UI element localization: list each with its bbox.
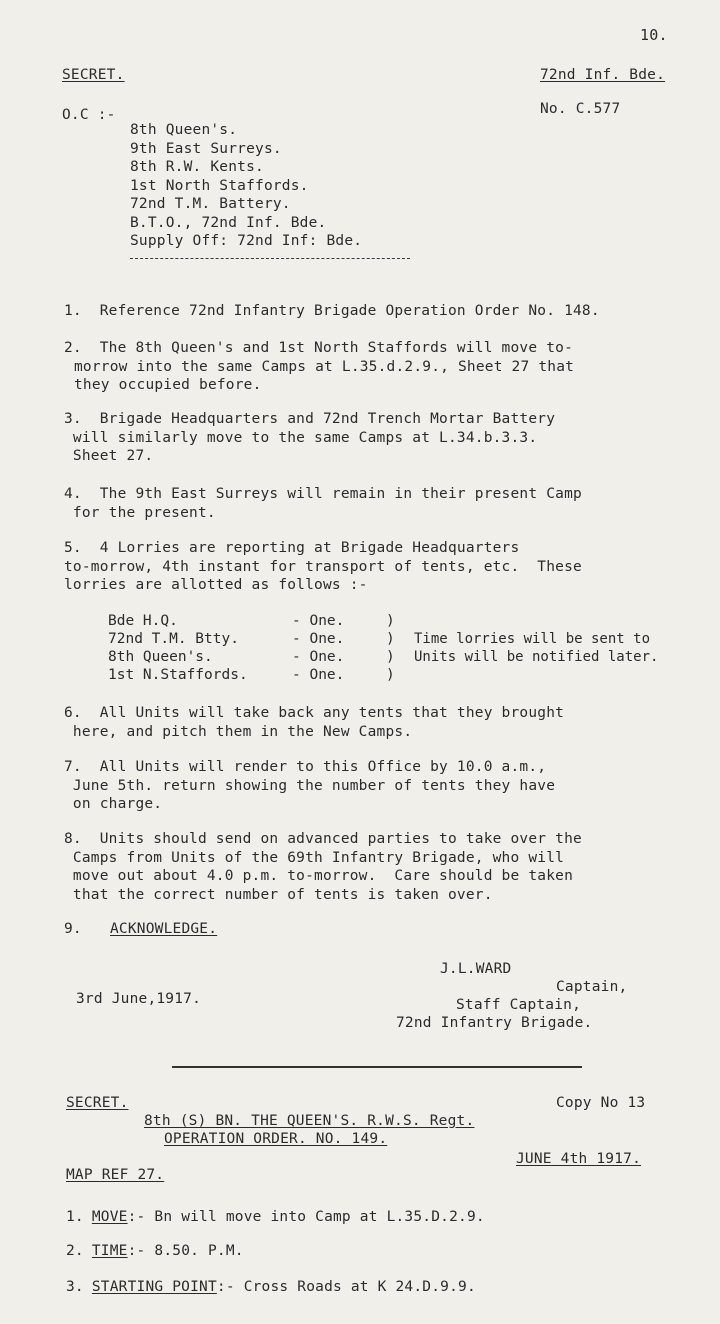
acknowledge-text: ACKNOWLEDGE. <box>110 921 218 937</box>
map-reference: MAP REF 27. <box>66 1167 165 1183</box>
order-item-text: :- Cross Roads at K 24.D.9.9. <box>216 1279 476 1295</box>
brigade-heading: 72nd Inf. Bde. <box>540 67 666 83</box>
paragraph-line: for the present. <box>64 504 216 521</box>
addressee: B.T.O., 72nd Inf. Bde. <box>130 214 327 231</box>
oc-label: O.C :- <box>62 107 116 123</box>
paragraph-line: June 5th. return showing the number of tents they have <box>64 777 556 794</box>
addressee: 1st North Staffords. <box>130 177 309 194</box>
paragraph-2 <box>64 339 574 395</box>
copy-number: Copy No 13 <box>556 1095 646 1111</box>
paragraph-8 <box>64 830 582 904</box>
paragraph-line: 7. All Units will render to this Office by 10.0 a.m., <box>64 759 547 775</box>
addressee: 72nd T.M. Battery. <box>130 196 291 212</box>
dashed-divider <box>130 258 410 259</box>
order-item-label: STARTING POINT <box>91 1279 217 1295</box>
paragraph-line: that the correct number of tents is taken over. <box>64 886 493 903</box>
allotment-unit: 72nd T.M. Btty. <box>108 631 239 647</box>
allotment-count: - One. <box>292 631 345 647</box>
addressee: 8th Queen's. <box>130 122 238 138</box>
order-title: OPERATION ORDER. NO. 149. <box>164 1131 388 1147</box>
order-secret: SECRET. <box>66 1095 129 1111</box>
paragraph-line: 1. Reference 72nd Infantry Brigade Operation Order No. 148. <box>64 303 600 319</box>
order-item <box>66 1276 476 1297</box>
secret-heading: SECRET. <box>62 67 125 83</box>
allotment-unit: Bde H.Q. <box>108 613 178 629</box>
order-item-number: 3. <box>66 1279 84 1295</box>
paragraph-line: morrow into the same Camps at L.35.d.2.9., Sheet 27 that <box>74 358 575 375</box>
paragraph-7 <box>64 758 555 814</box>
paragraph-4 <box>64 485 582 522</box>
page-number: 10. <box>640 26 668 44</box>
allotment-unit: 1st N.Staffords. <box>108 667 248 683</box>
addressee: Supply Off: 72nd Inf: Bde. <box>130 233 363 249</box>
section-divider <box>172 1066 582 1068</box>
paragraph-line: 8. Units should send on advanced parties to take over the <box>64 831 582 847</box>
signature-date: 3rd June,1917. <box>76 991 202 1007</box>
order-item-text: :- Bn will move into Camp at L.35.D.2.9. <box>127 1209 485 1225</box>
acknowledge-number: 9. <box>64 921 82 937</box>
order-item-text: :- 8.50. P.M. <box>127 1243 244 1259</box>
paragraph-line: 3. Brigade Headquarters and 72nd Trench Mortar Battery <box>64 411 556 427</box>
signature-name: J.L.WARD <box>440 961 512 977</box>
addressee-list <box>130 121 362 251</box>
paragraph-line: 2. The 8th Queen's and 1st North Staffords will move to- <box>64 340 573 356</box>
allotment-count: - One. <box>292 649 345 665</box>
paragraph-3 <box>64 410 555 466</box>
paragraph-line: they occupied before. <box>74 377 262 393</box>
paragraph-line: lorries are allotted as follows :- <box>64 577 368 593</box>
allotment-bracket: ) <box>386 613 395 629</box>
paragraph-line: Sheet 27. <box>64 448 154 464</box>
paragraph-line: 5. 4 Lorries are reporting at Brigade Headquarters <box>64 540 520 556</box>
order-item-number: 2. <box>66 1243 84 1259</box>
allotment-count: - One. <box>292 613 345 629</box>
reference-number: No. C.577 <box>540 101 621 117</box>
paragraph-line: here, and pitch them in the New Camps. <box>64 723 413 740</box>
order-unit-line: 8th (S) BN. THE QUEEN'S. R.W.S. Regt. <box>144 1113 475 1129</box>
signature-unit: 72nd Infantry Brigade. <box>396 1015 593 1031</box>
order-item-label: TIME <box>91 1243 128 1259</box>
paragraph-1 <box>64 302 600 321</box>
allotment-bracket: ) <box>386 631 395 647</box>
paragraph-line: 6. All Units will take back any tents that they brought <box>64 705 565 721</box>
paragraph-line: will similarly move to the same Camps at L.34.b.3.3. <box>64 429 538 446</box>
allotment-unit: 8th Queen's. <box>108 649 213 665</box>
order-item <box>66 1206 485 1227</box>
addressee: 8th R.W. Kents. <box>130 159 264 175</box>
allotment-note: Time lorries will be sent to <box>414 631 651 647</box>
paragraph-line: move out about 4.0 p.m. to-morrow. Care should be taken <box>64 868 573 884</box>
allotment-count: - One. <box>292 667 345 683</box>
signature-title: Staff Captain, <box>456 997 582 1013</box>
order-item-label: MOVE <box>91 1209 128 1225</box>
paragraph-line: 4. The 9th East Surreys will remain in their present Camp <box>64 486 582 502</box>
allotment-bracket: ) <box>386 649 395 665</box>
allotment-bracket: ) <box>386 667 395 683</box>
paragraph-line: to-morrow, 4th instant for transport of tents, etc. These <box>64 558 582 575</box>
order-item <box>66 1240 244 1261</box>
allotment-note: Units will be notified later. <box>414 649 659 665</box>
addressee: 9th East Surreys. <box>130 140 282 157</box>
signature-rank: Captain, <box>556 979 628 995</box>
paragraph-5 <box>64 539 582 595</box>
paragraph-line: on charge. <box>64 796 163 812</box>
order-item-number: 1. <box>66 1209 84 1225</box>
order-date: JUNE 4th 1917. <box>516 1151 642 1167</box>
paragraph-6 <box>64 704 564 741</box>
paragraph-line: Camps from Units of the 69th Infantry Brigade, who will <box>64 849 565 866</box>
